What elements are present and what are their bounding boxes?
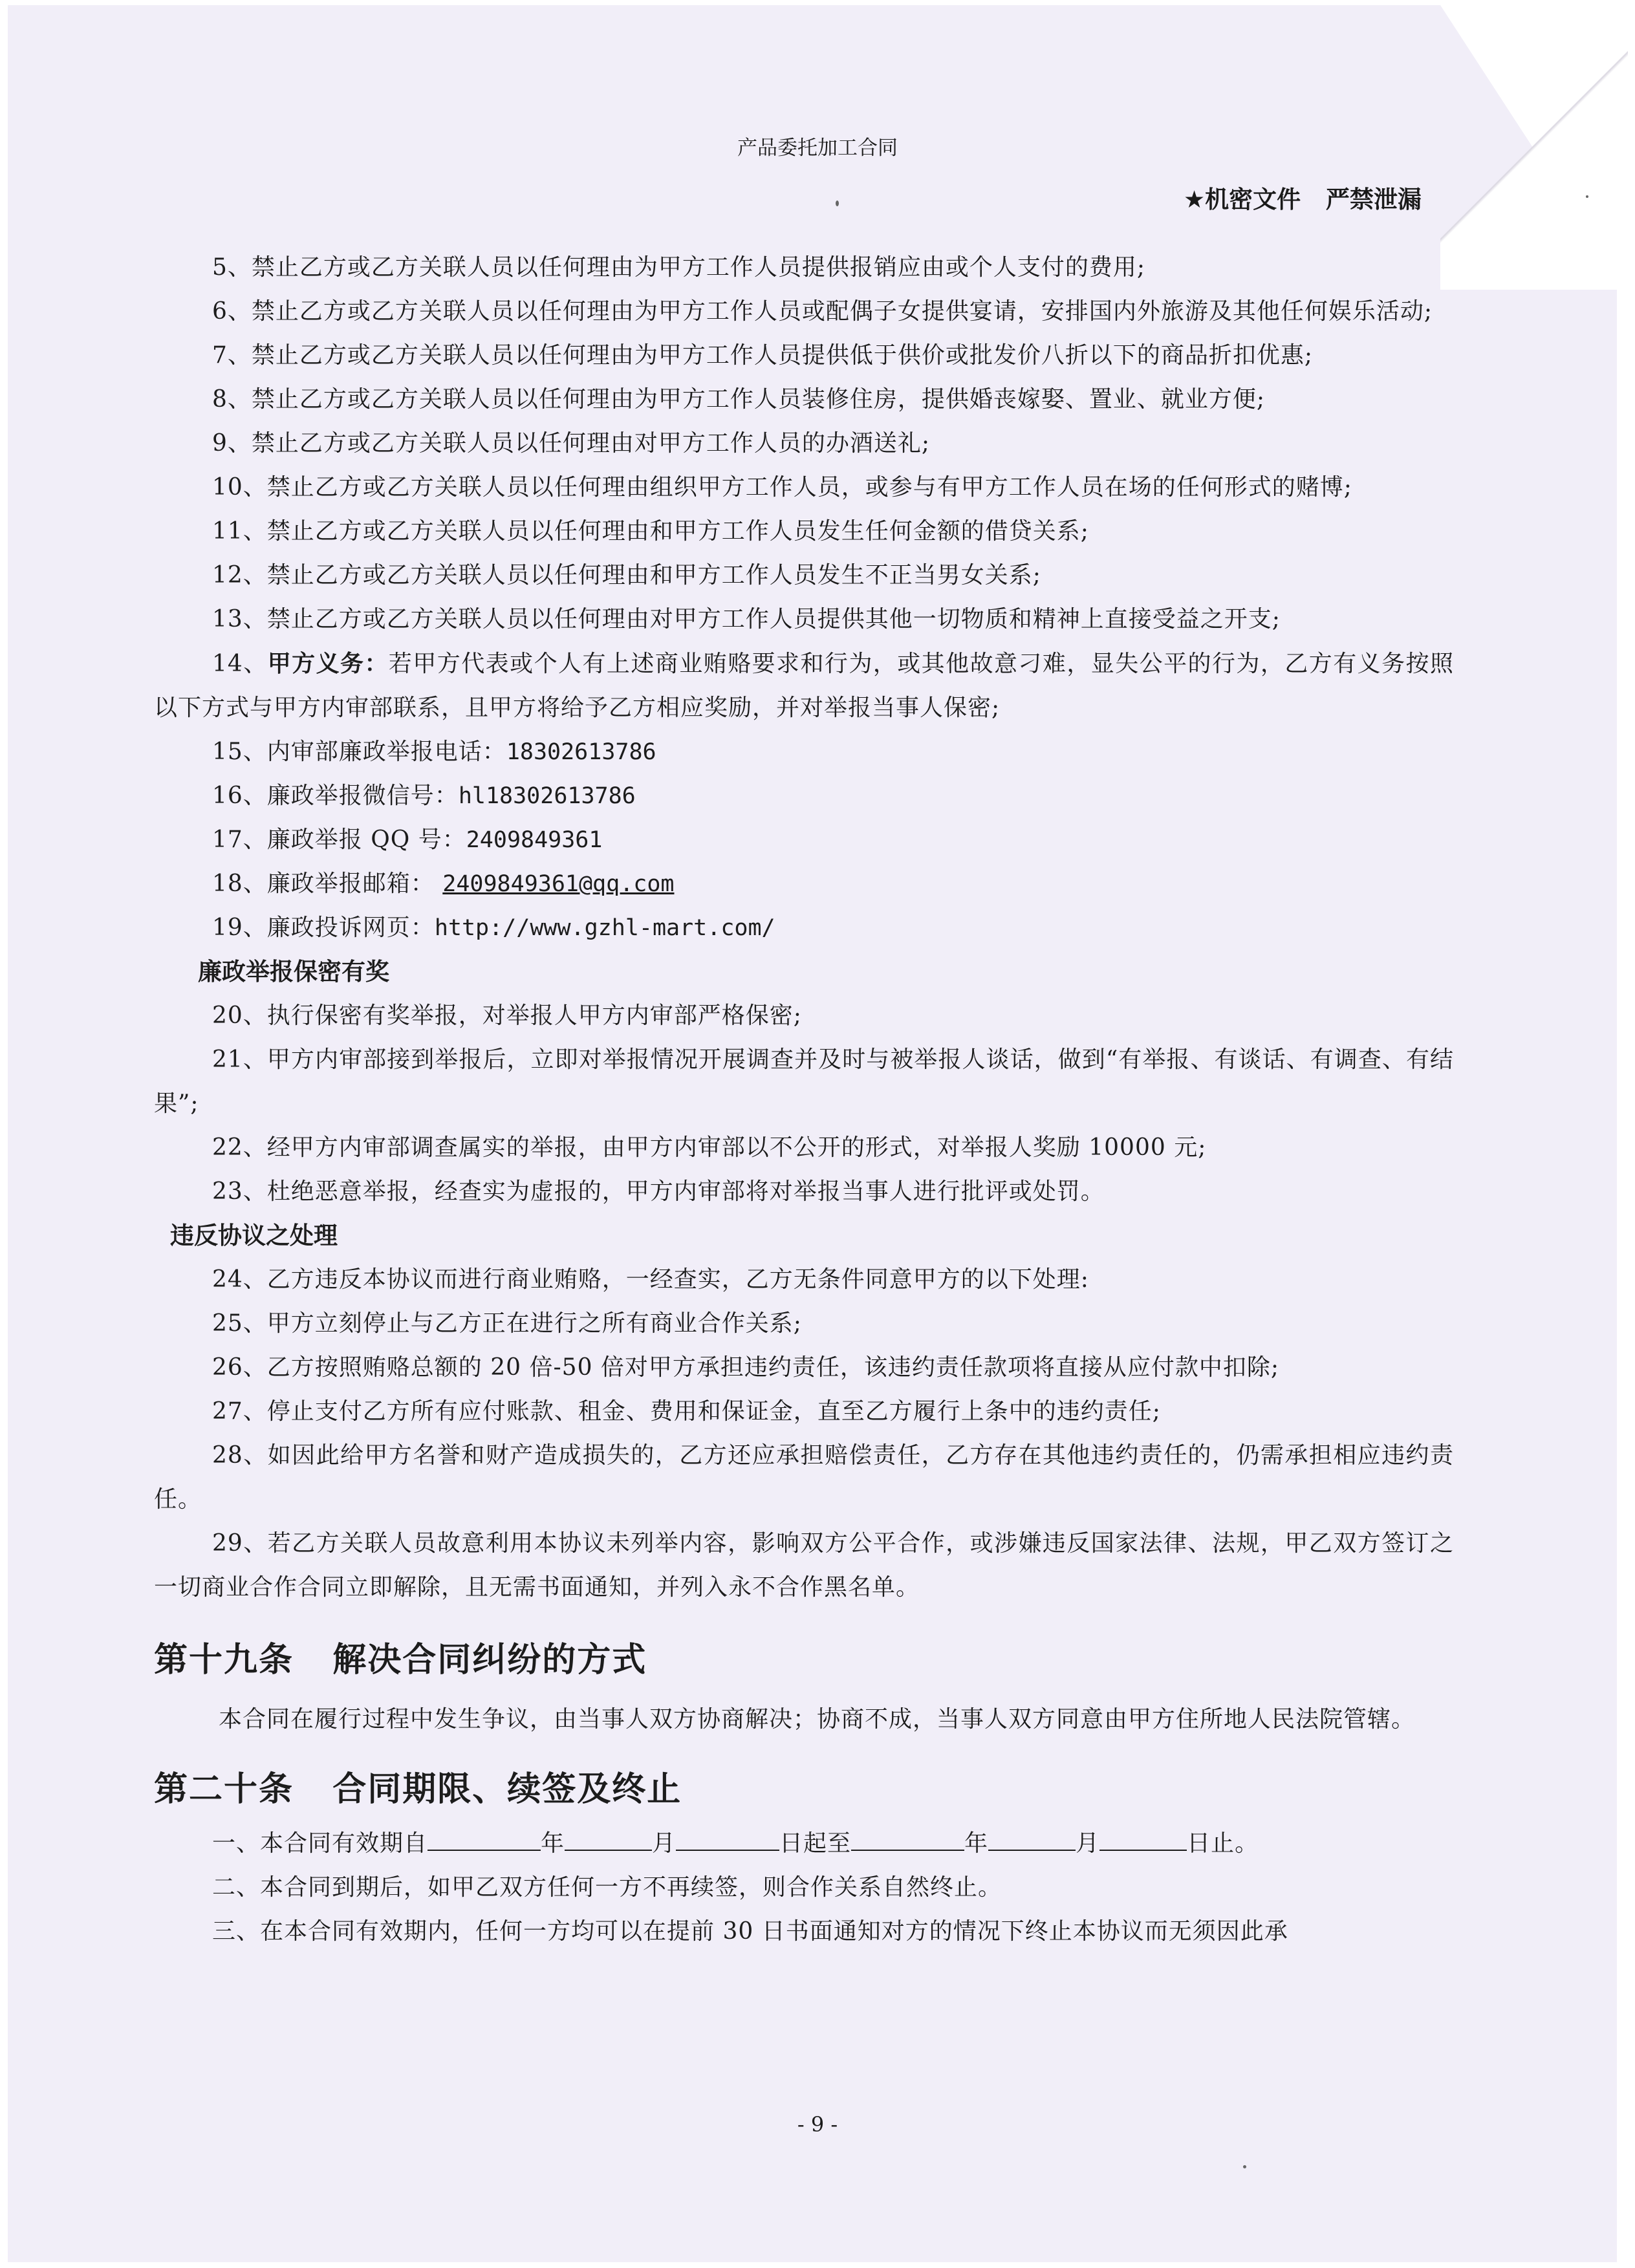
start-month-label: 月	[652, 1830, 677, 1857]
clause-10: 10、禁止乙方或乙方关联人员以任何理由组织甲方工作人员，或参与有甲方工作人员在场的任何形式的赌博;	[212, 474, 1352, 501]
clause-7: 7、禁止乙方或乙方关联人员以任何理由为甲方工作人员提供低于供价或批发价八折以下的商品折扣优惠;	[212, 342, 1314, 369]
term-prefix: 一、本合同有效期自	[212, 1830, 428, 1857]
start-year-label: 年	[541, 1830, 565, 1857]
start-day-label: 日起至	[779, 1830, 852, 1857]
clause-6: 6、禁止乙方或乙方关联人员以任何理由为甲方工作人员或配偶子女提供宴请，安排国内外旅游及其他任何娱乐活动;	[212, 298, 1433, 325]
clause-18-email	[154, 862, 1454, 906]
web-link[interactable]: http://www.gzhl-mart.com/	[434, 915, 775, 941]
article-20-title: 第二十条 合同期限、续签及终止	[154, 1770, 682, 1809]
clause-28: 28、如因此给甲方名誉和财产造成损失的，乙方还应承担赔偿责任，乙方存在其他违约责任的，仍需承担相应违约责任。	[154, 1442, 1454, 1513]
clause-24: 24、乙方违反本协议而进行商业贿赂，一经查实，乙方无条件同意甲方的以下处理:	[212, 1266, 1089, 1293]
article-19-title: 第十九条 解决合同纠纷的方式	[154, 1641, 647, 1679]
clause-14-text: 若甲方代表或个人有上述商业贿赂要求和行为，或其他故意刁难，显失公平的行为，乙方有义务按照以下方式与甲方内审部联系，且甲方将给予乙方相应奖励，并对举报当事人保密;	[154, 651, 1454, 721]
clause-13: 13、禁止乙方或乙方关联人员以任何理由对甲方工作人员提供其他一切物质和精神上直接受益之开支;	[212, 606, 1281, 632]
scan-speck	[1586, 195, 1588, 198]
end-month-blank[interactable]	[988, 1828, 1076, 1851]
scan-speck	[836, 200, 839, 206]
reward-section-heading: 廉政举报保密有奖	[198, 958, 389, 986]
clause-14-number: 14、	[212, 651, 268, 677]
document-body	[154, 246, 1454, 1954]
clause-21: 21、甲方内审部接到举报后，立即对举报情况开展调查并及时与被举报人谈话，做到“有举报、有谈话、有调查、有结果”;	[154, 1046, 1454, 1117]
phone-label: 15、内审部廉政举报电话：	[212, 739, 506, 765]
clause-26: 26、乙方按照贿赂总额的 20 倍-50 倍对甲方承担违约责任，该违约责任款项将直接从应付款中扣除;	[212, 1354, 1280, 1381]
clause-17-qq	[154, 818, 1454, 862]
email-label: 18、廉政举报邮箱：	[212, 870, 435, 897]
start-month-blank[interactable]	[565, 1828, 652, 1851]
qq-number: 2409849361	[466, 827, 603, 853]
clause-25: 25、甲方立刻停止与乙方正在进行之所有商业合作关系;	[212, 1310, 802, 1337]
clause-22: 22、经甲方内审部调查属实的举报，由甲方内审部以不公开的形式，对举报人奖励 10000 元;	[212, 1134, 1207, 1161]
clause-14-heading: 甲方义务：	[267, 650, 389, 677]
phone-number: 18302613786	[506, 739, 656, 765]
confidential-mark: ★机密文件 严禁泄漏	[1184, 186, 1422, 213]
document-header-title: 产品委托加工合同	[737, 136, 898, 160]
clause-16-wechat	[154, 774, 1454, 818]
article-20-clause-3: 三、在本合同有效期内，任何一方均可以在提前 30 日书面通知对方的情况下终止本协议而无须因此承	[212, 1918, 1288, 1945]
end-month-label: 月	[1076, 1830, 1100, 1857]
wechat-label: 16、廉政举报微信号：	[212, 783, 459, 809]
contract-term-line	[154, 1822, 1454, 1866]
clause-8: 8、禁止乙方或乙方关联人员以任何理由为甲方工作人员装修住房，提供婚丧嫁娶、置业、就业方便;	[212, 386, 1266, 413]
end-day-label: 日止。	[1187, 1830, 1259, 1857]
article-19-body: 本合同在履行过程中发生争议，由当事人双方协商解决；协商不成，当事人双方同意由甲方住所地人民法院管辖。	[219, 1706, 1416, 1733]
page-number: - 9 -	[797, 2112, 838, 2137]
scan-speck	[1243, 2165, 1246, 2168]
clause-29: 29、若乙方关联人员故意利用本协议未列举内容，影响双方公平合作，或涉嫌违反国家法律、法规，甲乙双方签订之一切商业合作合同立即解除，且无需书面通知，并列入永不合作黑名单。	[154, 1530, 1454, 1601]
end-day-blank[interactable]	[1099, 1828, 1187, 1851]
violation-section-heading: 违反协议之处理	[170, 1222, 338, 1249]
clause-9: 9、禁止乙方或乙方关联人员以任何理由对甲方工作人员的办酒送礼;	[212, 430, 931, 457]
clause-20: 20、执行保密有奖举报，对举报人甲方内审部严格保密;	[212, 1002, 802, 1029]
clause-23: 23、杜绝恶意举报，经查实为虚报的，甲方内审部将对举报当事人进行批评或处罚。	[212, 1178, 1105, 1205]
clause-5: 5、禁止乙方或乙方关联人员以任何理由为甲方工作人员提供报销应由或个人支付的费用;	[212, 254, 1146, 281]
clause-27: 27、停止支付乙方所有应付账款、租金、费用和保证金，直至乙方履行上条中的违约责任;	[212, 1398, 1161, 1425]
clause-11: 11、禁止乙方或乙方关联人员以任何理由和甲方工作人员发生任何金额的借贷关系;	[212, 518, 1089, 545]
start-year-blank[interactable]	[428, 1828, 541, 1851]
end-year-blank[interactable]	[851, 1828, 964, 1851]
end-year-label: 年	[964, 1830, 989, 1857]
clause-19-web	[154, 906, 1454, 950]
clause-14	[154, 642, 1454, 730]
article-20-clause-2: 二、本合同到期后，如甲乙双方任何一方不再续签，则合作关系自然终止。	[212, 1874, 1002, 1901]
start-day-blank[interactable]	[676, 1828, 779, 1851]
web-label: 19、廉政投诉网页：	[212, 914, 435, 941]
wechat-id: hl18302613786	[458, 783, 636, 809]
clause-12: 12、禁止乙方或乙方关联人员以任何理由和甲方工作人员发生不正当男女关系;	[212, 562, 1041, 589]
clause-15-phone	[154, 730, 1454, 774]
qq-label: 17、廉政举报 QQ 号：	[212, 826, 466, 853]
email-link[interactable]: 2409849361@qq.com	[442, 871, 675, 897]
